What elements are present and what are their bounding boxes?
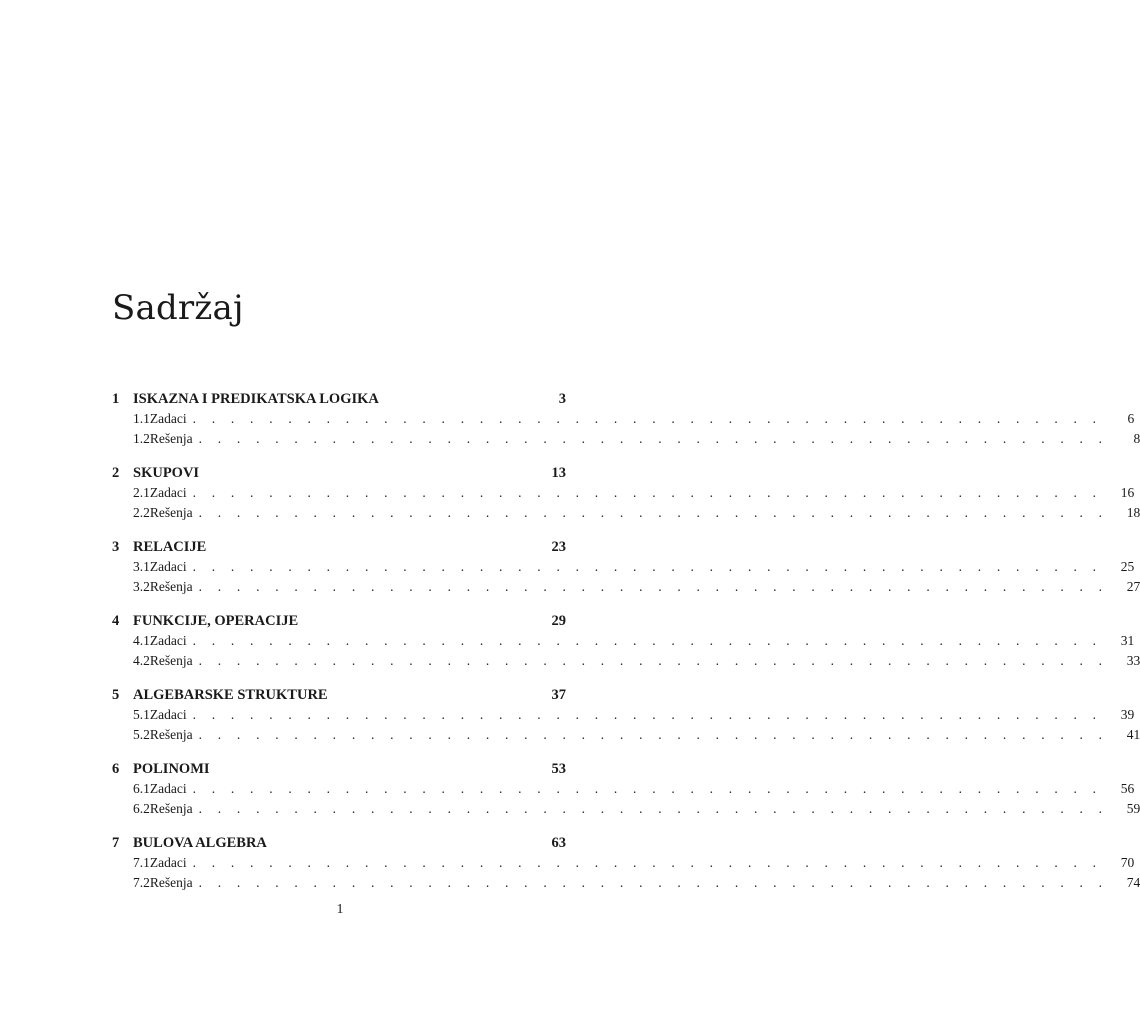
toc-section-entry[interactable] — [112, 781, 1135, 801]
section-number: 5.1 — [133, 707, 150, 722]
toc-section-entry[interactable] — [112, 633, 1135, 653]
section-number: 1.1 — [133, 411, 150, 426]
section-page: 16 — [1120, 485, 1135, 500]
toc-chapter-entry[interactable] — [112, 835, 566, 855]
section-page: 27 — [1126, 578, 1140, 594]
toc-section-entry[interactable] — [112, 485, 1135, 505]
dot-leader: . . . . . . . . . . . . . . . . . . . . . . . . . . . . . . . . . . . . . . . . . . . . . . . . — [198, 800, 1109, 816]
section-number: 7.1 — [133, 855, 150, 870]
section-title: Zadaci — [149, 411, 187, 426]
dot-leader: . . . . . . . . . . . . . . . . . . . . . . . . . . . . . . . . . . . . . . . . . . . . . . . . — [198, 726, 1109, 742]
toc-section-entry[interactable] — [112, 874, 1140, 895]
section-title: Rešenja — [149, 652, 193, 668]
section-title: Zadaci — [149, 485, 187, 500]
chapter-title: ALGEBARSKE STRUKTURE — [133, 687, 328, 703]
section-number: 4.1 — [133, 633, 150, 648]
section-page: 6 — [1127, 411, 1135, 426]
section-page: 33 — [1126, 652, 1140, 668]
toc-chapter-entry[interactable] — [112, 613, 566, 633]
page-title: Sadržaj — [112, 288, 244, 328]
toc-chapter — [112, 465, 1140, 524]
section-page: 18 — [1126, 504, 1140, 520]
page-number: 1 — [336, 902, 344, 917]
section-number: 7.2 — [133, 874, 150, 890]
chapter-page: 3 — [558, 391, 566, 407]
toc-section-entry[interactable] — [112, 578, 1140, 599]
chapter-number: 5 — [112, 687, 120, 703]
section-title: Rešenja — [149, 578, 193, 594]
toc-section-entry[interactable] — [112, 800, 1140, 821]
chapter-title: RELACIJE — [133, 539, 207, 555]
dot-leader: . . . . . . . . . . . . . . . . . . . . . . . . . . . . . . . . . . . . . . . . . . . . . . . . — [192, 855, 1103, 870]
chapter-page: 53 — [551, 761, 566, 777]
section-page: 31 — [1120, 633, 1135, 648]
section-title: Zadaci — [149, 633, 187, 648]
section-title: Rešenja — [149, 800, 193, 816]
chapter-title: ISKAZNA I PREDIKATSKA LOGIKA — [133, 391, 379, 407]
toc-chapter-entry[interactable] — [112, 391, 566, 411]
dot-leader: . . . . . . . . . . . . . . . . . . . . . . . . . . . . . . . . . . . . . . . . . . . . . . . . — [192, 485, 1103, 500]
section-page: 8 — [1133, 430, 1140, 446]
toc-section-entry[interactable] — [112, 726, 1140, 747]
section-title: Zadaci — [149, 707, 187, 722]
chapter-page: 63 — [551, 835, 566, 851]
chapter-page: 23 — [551, 539, 566, 555]
section-number: 1.2 — [133, 430, 150, 446]
toc-section-entry[interactable] — [112, 855, 1135, 875]
section-number: 6.2 — [133, 800, 150, 816]
chapter-page: 37 — [551, 687, 566, 703]
chapter-title: SKUPOVI — [133, 465, 200, 481]
toc-section-entry[interactable] — [112, 652, 1140, 673]
section-page: 74 — [1126, 874, 1140, 890]
chapter-title: POLINOMI — [133, 761, 210, 777]
toc-chapter — [112, 761, 1140, 820]
dot-leader: . . . . . . . . . . . . . . . . . . . . . . . . . . . . . . . . . . . . . . . . . . . . . . . . — [192, 781, 1103, 796]
dot-leader: . . . . . . . . . . . . . . . . . . . . . . . . . . . . . . . . . . . . . . . . . . . . . . . . — [198, 504, 1109, 520]
section-title: Rešenja — [149, 430, 193, 446]
section-page: 70 — [1120, 855, 1135, 870]
table-of-contents — [112, 391, 1140, 909]
section-title: Rešenja — [149, 504, 193, 520]
toc-chapter — [112, 613, 1140, 672]
section-page: 41 — [1126, 726, 1140, 742]
chapter-number: 1 — [112, 391, 120, 407]
dot-leader: . . . . . . . . . . . . . . . . . . . . . . . . . . . . . . . . . . . . . . . . . . . . . . . . — [192, 411, 1103, 426]
toc-chapter-entry[interactable] — [112, 687, 566, 707]
section-title: Zadaci — [149, 781, 187, 796]
section-page: 59 — [1126, 800, 1140, 816]
chapter-number: 4 — [112, 613, 120, 629]
chapter-page: 29 — [551, 613, 566, 629]
dot-leader: . . . . . . . . . . . . . . . . . . . . . . . . . . . . . . . . . . . . . . . . . . . . . . . . — [192, 707, 1103, 722]
dot-leader: . . . . . . . . . . . . . . . . . . . . . . . . . . . . . . . . . . . . . . . . . . . . . . . . — [198, 430, 1109, 446]
section-number: 6.1 — [133, 781, 150, 796]
toc-section-entry[interactable] — [112, 707, 1135, 727]
section-number: 3.1 — [133, 559, 150, 574]
chapter-number: 3 — [112, 539, 120, 555]
section-number: 4.2 — [133, 652, 150, 668]
section-number: 3.2 — [133, 578, 150, 594]
dot-leader: . . . . . . . . . . . . . . . . . . . . . . . . . . . . . . . . . . . . . . . . . . . . . . . . — [192, 559, 1103, 574]
toc-chapter-entry[interactable] — [112, 465, 566, 485]
toc-section-entry[interactable] — [112, 559, 1135, 579]
chapter-page: 13 — [551, 465, 566, 481]
dot-leader: . . . . . . . . . . . . . . . . . . . . . . . . . . . . . . . . . . . . . . . . . . . . . . . . — [198, 578, 1109, 594]
section-page: 56 — [1120, 781, 1135, 796]
dot-leader: . . . . . . . . . . . . . . . . . . . . . . . . . . . . . . . . . . . . . . . . . . . . . . . . — [198, 652, 1109, 668]
chapter-title: FUNKCIJE, OPERACIJE — [133, 613, 299, 629]
chapter-number: 2 — [112, 465, 120, 481]
section-title: Rešenja — [149, 726, 193, 742]
section-number: 2.1 — [133, 485, 150, 500]
section-page: 25 — [1120, 559, 1135, 574]
toc-chapter — [112, 391, 1140, 450]
toc-section-entry[interactable] — [112, 504, 1140, 525]
toc-chapter — [112, 687, 1140, 746]
section-page: 39 — [1120, 707, 1135, 722]
toc-chapter-entry[interactable] — [112, 539, 566, 559]
section-title: Zadaci — [149, 559, 187, 574]
toc-section-entry[interactable] — [112, 411, 1135, 431]
toc-chapter — [112, 835, 1140, 894]
chapter-number: 7 — [112, 835, 120, 851]
section-title: Zadaci — [149, 855, 187, 870]
chapter-title: BULOVA ALGEBRA — [133, 835, 267, 851]
dot-leader: . . . . . . . . . . . . . . . . . . . . . . . . . . . . . . . . . . . . . . . . . . . . . . . . — [198, 874, 1109, 890]
chapter-number: 6 — [112, 761, 120, 777]
section-title: Rešenja — [149, 874, 193, 890]
dot-leader: . . . . . . . . . . . . . . . . . . . . . . . . . . . . . . . . . . . . . . . . . . . . . . . . — [192, 633, 1103, 648]
section-number: 5.2 — [133, 726, 150, 742]
toc-chapter — [112, 539, 1140, 598]
toc-section-entry[interactable] — [112, 430, 1140, 451]
section-number: 2.2 — [133, 504, 150, 520]
toc-chapter-entry[interactable] — [112, 761, 566, 781]
